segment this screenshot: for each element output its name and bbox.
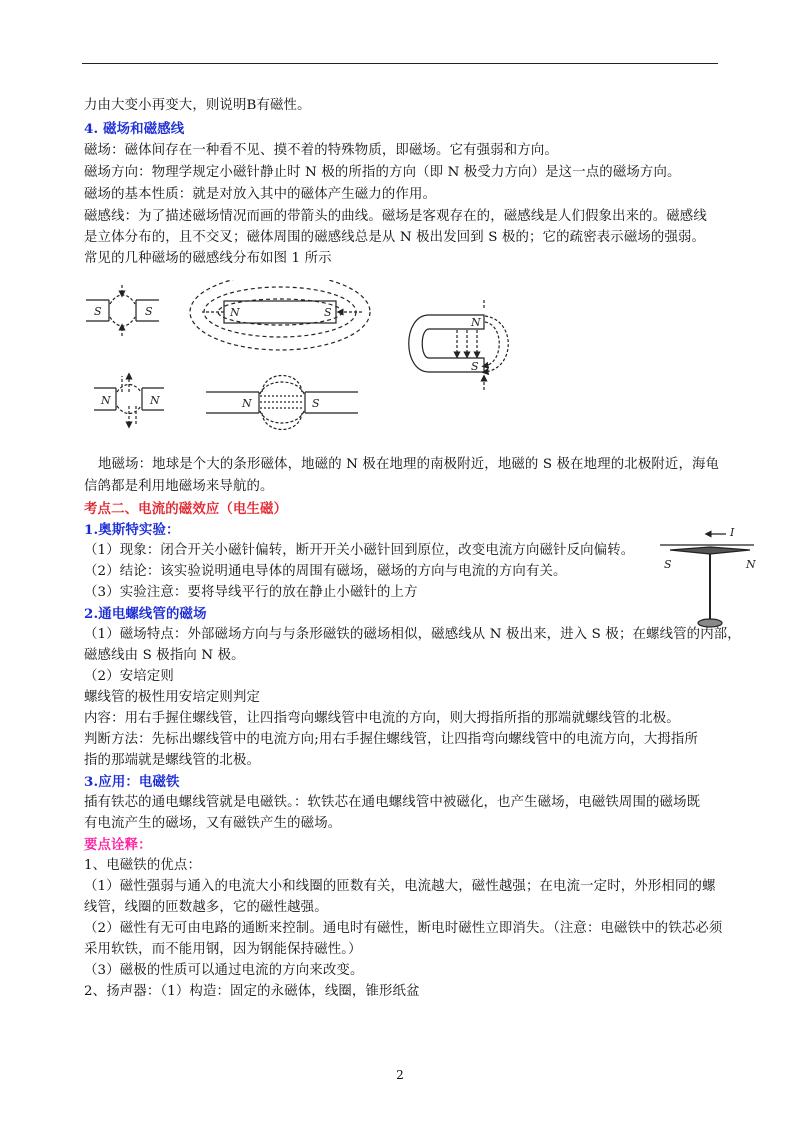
text-line: 磁感线由 S 极指向 N 极。 xyxy=(84,648,245,663)
pole-label: N xyxy=(242,397,252,410)
text-line: 磁场方向：物理学规定小磁针静止时 N 极的所指的方向（即 N 极受力方向）是这一点的磁场方向。 xyxy=(84,165,681,180)
key-points-heading: 要点诠释： xyxy=(84,837,152,853)
text-line: 插有铁芯的通电螺线管就是电磁铁。：软铁芯在通电螺线管中被磁化，也产生磁场，电磁铁周围的磁场既 xyxy=(84,795,701,810)
pole-label: S xyxy=(471,360,479,373)
page-number: 2 xyxy=(396,1068,404,1082)
text-line: 磁场：磁体间存在一种看不见、摸不着的特殊物质，即磁场。它有强弱和方向。 xyxy=(84,143,558,158)
pole-label: S xyxy=(94,305,102,318)
section-heading: 考点二、电流的磁效应（电生磁） xyxy=(84,501,288,517)
pole-label: N xyxy=(150,394,160,407)
current-label: I xyxy=(730,526,735,539)
oersted-experiment-figure xyxy=(650,524,760,636)
text-line: 判断方法：先标出螺线管中的电流方向;用右手握住螺线管，让四指弯向螺线管中的电流方向，大拇指所 xyxy=(84,732,698,747)
pole-label: N xyxy=(471,316,481,329)
text-line: 信鸽都是利用地磁场来导航的。 xyxy=(84,479,274,494)
pole-label: S xyxy=(324,306,332,319)
section-heading: 2.通电螺线管的磁场 xyxy=(84,606,207,622)
text-line: （3）实验注意：要将导线平行的放在静止小磁针的上方 xyxy=(84,585,418,600)
text-line: （2）结论：该实验说明通电导体的周围有磁场，磁场的方向与电流的方向有关。 xyxy=(84,564,567,579)
pole-label: N xyxy=(230,306,240,319)
pole-label: S xyxy=(664,558,672,571)
text-line: 常见的几种磁场的磁感线分布如图 1 所示 xyxy=(84,251,332,266)
text-line: 线管，线圈的匝数越多，它的磁性越强。 xyxy=(84,900,328,915)
text-line: 内容：用右手握住螺线管，让四指弯向螺线管中电流的方向，则大拇指所指的那端就螺线管的北极。 xyxy=(84,711,680,726)
text-line: （1）磁场特点：外部磁场方向与与条形磁铁的磁场相似，磁感线从 N 极出来，进入 S 极；在螺线管的内部， xyxy=(84,627,741,642)
pole-label: S xyxy=(145,305,153,318)
pole-label: S xyxy=(312,397,320,410)
text-line: 地磁场：地球是个大的条形磁体，地磁的 N 极在地理的南极附近，地磁的 S 极在地理的北极附近，海龟 xyxy=(98,457,720,472)
text-line: 力由大变小再变大，则说明B有磁性。 xyxy=(84,98,311,113)
text-line: 采用软铁，而不能用钢，因为钢能保持磁性。） xyxy=(84,942,362,957)
text-line: （1）现象：闭合开关小磁针偏转，断开开关小磁针回到原位，改变电流方向磁针反向偏转。 xyxy=(84,543,635,558)
text-line: （1）磁性强弱与通入的电流大小和线圈的匝数有关，电流越大，磁性越强；在电流一定时，外形相同的螺 xyxy=(84,879,716,894)
text-line: （3）磁极的性质可以通过电流的方向来改变。 xyxy=(84,963,364,978)
text-line: 螺线管的极性用安培定则判定 xyxy=(84,690,261,705)
section-heading: 3.应用：电磁铁 xyxy=(84,774,180,790)
text-line: 磁感线：为了描述磁场情况而画的带箭头的曲线。磁场是客观存在的，磁感线是人们假象出来的。磁感线 xyxy=(84,209,707,224)
section-heading: 1.奥斯特实验： xyxy=(84,522,180,538)
magnetic-field-lines-figure xyxy=(84,280,524,440)
header-rule xyxy=(82,63,718,64)
text-line: （2）磁性有无可由电路的通断来控制。通电时有磁性，断电时磁性立即消失。（注意：电磁铁中的铁芯必须 xyxy=(84,921,723,936)
text-line: 是立体分布的，且不交叉；磁体周围的磁感线总是从 N 极出发回到 S 极的；它的疏密表示磁场的强弱。 xyxy=(84,230,706,245)
text-line: 指的那端就是螺线管的北极。 xyxy=(84,753,261,768)
text-line: 2、扬声器：（1）构造：固定的永磁体，线圈，锥形纸盆 xyxy=(84,984,420,999)
pole-label: N xyxy=(101,394,111,407)
text-line: 1、电磁铁的优点： xyxy=(84,858,201,873)
section-heading: 4. 磁场和磁感线 xyxy=(84,121,185,137)
text-line: 有电流产生的磁场，又有磁铁产生的磁场。 xyxy=(84,816,342,831)
text-line: 磁场的基本性质：就是对放入其中的磁体产生磁力的作用。 xyxy=(84,187,437,202)
pole-label: N xyxy=(746,558,756,571)
text-line: （2）安培定则 xyxy=(84,669,174,684)
